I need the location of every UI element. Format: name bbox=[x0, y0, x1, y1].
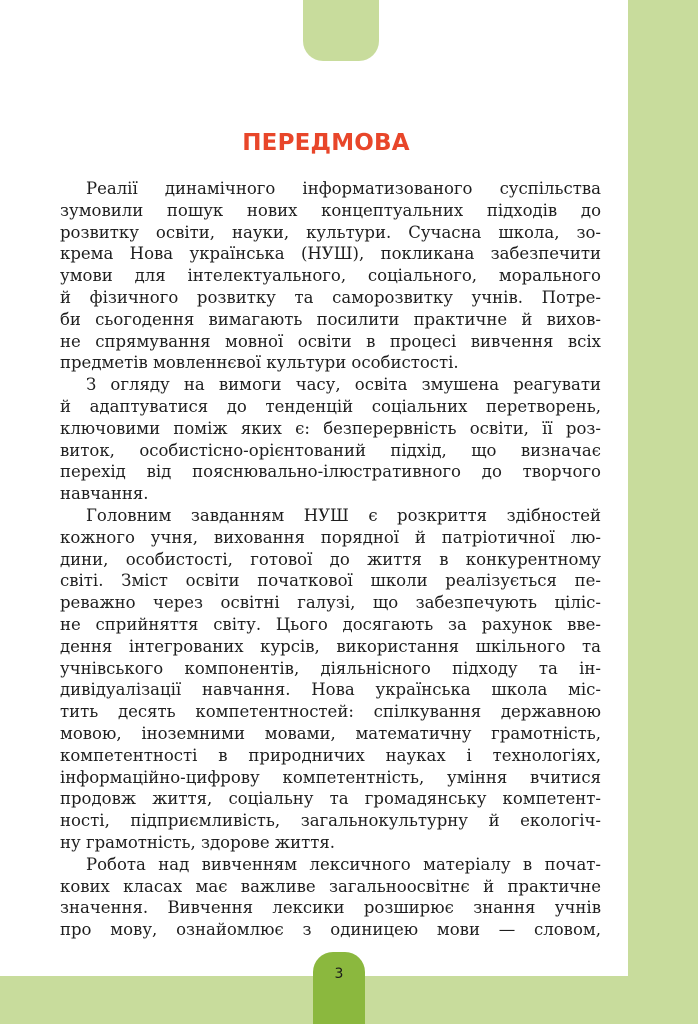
text-line: предметів мовленнєвої культури особистості. bbox=[60, 353, 459, 373]
text-line: й фізичного розвитку та саморозвитку учнів. Потре- bbox=[60, 287, 601, 307]
text-line: продовж життя, соціальну та громадянську компетент- bbox=[60, 789, 601, 809]
text-line: не сприйняття світу. Цього досягають за рахунок вве- bbox=[60, 614, 601, 634]
text-line: дивідуалізації навчання. Нова українська школа міс- bbox=[60, 680, 601, 700]
paragraph bbox=[60, 854, 601, 941]
text-line: умови для інтелектуального, соціального, морального bbox=[60, 266, 601, 286]
text-line: зумовили пошук нових концептуальних підходів до bbox=[60, 200, 601, 220]
text-line: інформаційно-цифрову компетентність, уміння вчитися bbox=[60, 767, 601, 787]
paragraph bbox=[60, 505, 601, 854]
page-number-tab bbox=[313, 952, 365, 1024]
page-number: 3 bbox=[334, 966, 344, 982]
body-text bbox=[60, 178, 601, 941]
text-line: ну грамотність, здорове життя. bbox=[60, 832, 335, 852]
text-line: навчання. bbox=[60, 484, 149, 504]
text-line: Робота над вивченням лексичного матеріалу в почат- bbox=[86, 854, 601, 874]
text-line: перехід від пояснювально-ілюстративного до творчого bbox=[60, 462, 601, 482]
text-line: не спрямування мовної освіти в процесі вивчення всіх bbox=[60, 331, 601, 351]
text-line: й адаптуватися до тенденцій соціальних перетворень, bbox=[60, 396, 601, 416]
paragraph bbox=[60, 374, 601, 505]
text-line: Реалії динамічного інформатизованого суспільства bbox=[86, 179, 601, 198]
text-line: виток, особистісно-орієнтований підхід, що визначає bbox=[60, 440, 601, 460]
text-line: Головним завданням НУШ є розкриття здібностей bbox=[86, 505, 601, 525]
text-line: розвитку освіти, науки, культури. Сучасна школа, зо- bbox=[60, 222, 601, 242]
top-decorative-tab bbox=[303, 0, 379, 61]
text-line: крема Нова українська (НУШ), покликана забезпечити bbox=[60, 244, 601, 264]
text-line: З огляду на вимоги часу, освіта змушена реагувати bbox=[86, 375, 601, 395]
text-line: світі. Зміст освіти початкової школи реалізується пе- bbox=[60, 571, 601, 591]
text-line: кових класах має важливе загальноосвітнє й практичне bbox=[60, 876, 601, 896]
text-line: значення. Вивчення лексики розширює знання учнів bbox=[60, 898, 601, 918]
text-line: ключовими поміж яких є: безперервність освіти, її роз- bbox=[60, 418, 601, 438]
text-line: про мову, ознайомлює з одиницею мови — словом, bbox=[60, 920, 601, 940]
text-line: дення інтегрованих курсів, використання шкільного та bbox=[60, 636, 601, 656]
text-line: учнівського компонентів, діяльнісного підходу та ін- bbox=[60, 658, 601, 678]
text-line: мовою, іноземними мовами, математичну грамотність, bbox=[60, 723, 601, 743]
text-line: кожного учня, виховання порядної й патріотичної лю- bbox=[60, 527, 601, 547]
text-line: дини, особистості, готової до життя в конкурентному bbox=[60, 549, 601, 569]
text-line: реважно через освітні галузі, що забезпечують цiліс- bbox=[60, 593, 601, 613]
text-line: тить десять компетентностей: спілкування державною bbox=[60, 702, 601, 722]
text-line: ності, підприємливість, загальнокультурну й екологіч- bbox=[60, 811, 601, 831]
text-line: компетентності в природничих науках і технологіях, bbox=[60, 745, 601, 765]
paragraph bbox=[60, 178, 601, 374]
text-line: би сьогодення вимагають посилити практичне й вихов- bbox=[60, 309, 601, 329]
page-title: ПЕРЕДМОВА bbox=[242, 130, 410, 156]
